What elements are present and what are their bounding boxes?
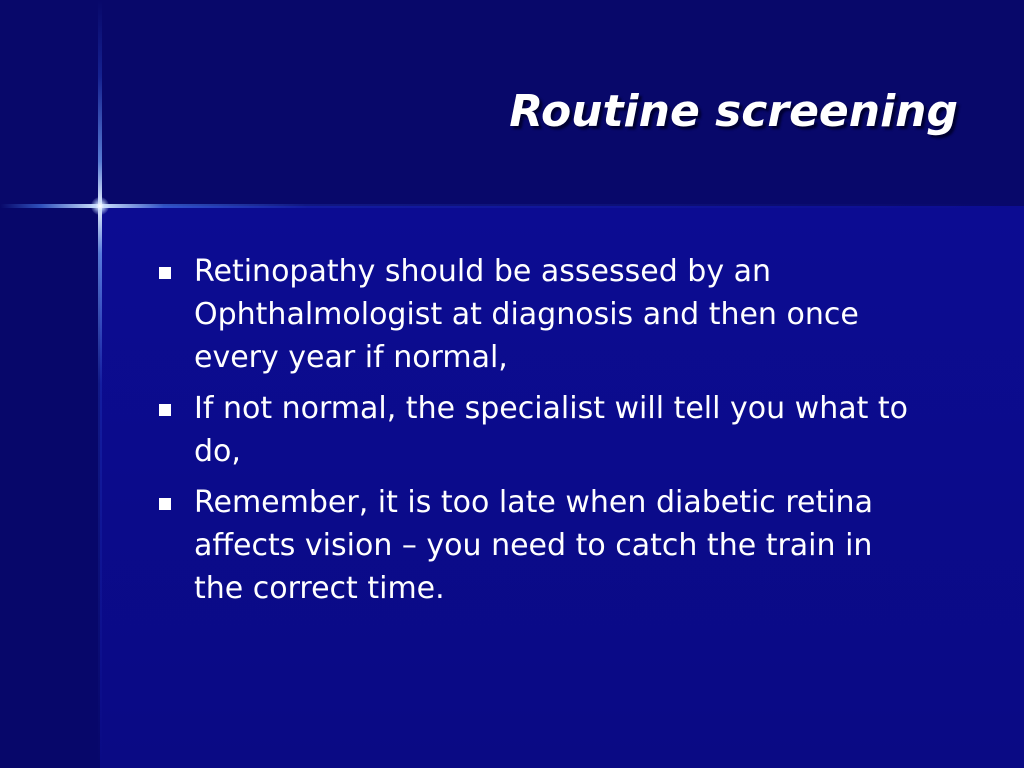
sparkle-star-icon (91, 197, 109, 215)
slide-title: Routine screening (509, 86, 958, 137)
square-bullet-icon (159, 404, 171, 416)
bullet-item (156, 387, 926, 473)
bullet-text: Retinopathy should be assessed by an Ophthalmologist at diagnosis and then once every year if normal, (194, 254, 859, 375)
bullet-item (156, 250, 926, 379)
sparkle-horizontal-line (0, 204, 1024, 208)
sparkle-vertical-line (98, 0, 102, 768)
square-bullet-icon (159, 267, 171, 279)
square-bullet-icon (159, 498, 171, 510)
bullet-item (156, 481, 926, 610)
bullet-text: Remember, it is too late when diabetic retina affects vision – you need to catch the train in the correct time. (194, 485, 873, 606)
bullet-list (156, 250, 926, 618)
left-band (0, 206, 100, 768)
bullet-text: If not normal, the specialist will tell you what to do, (194, 391, 909, 469)
